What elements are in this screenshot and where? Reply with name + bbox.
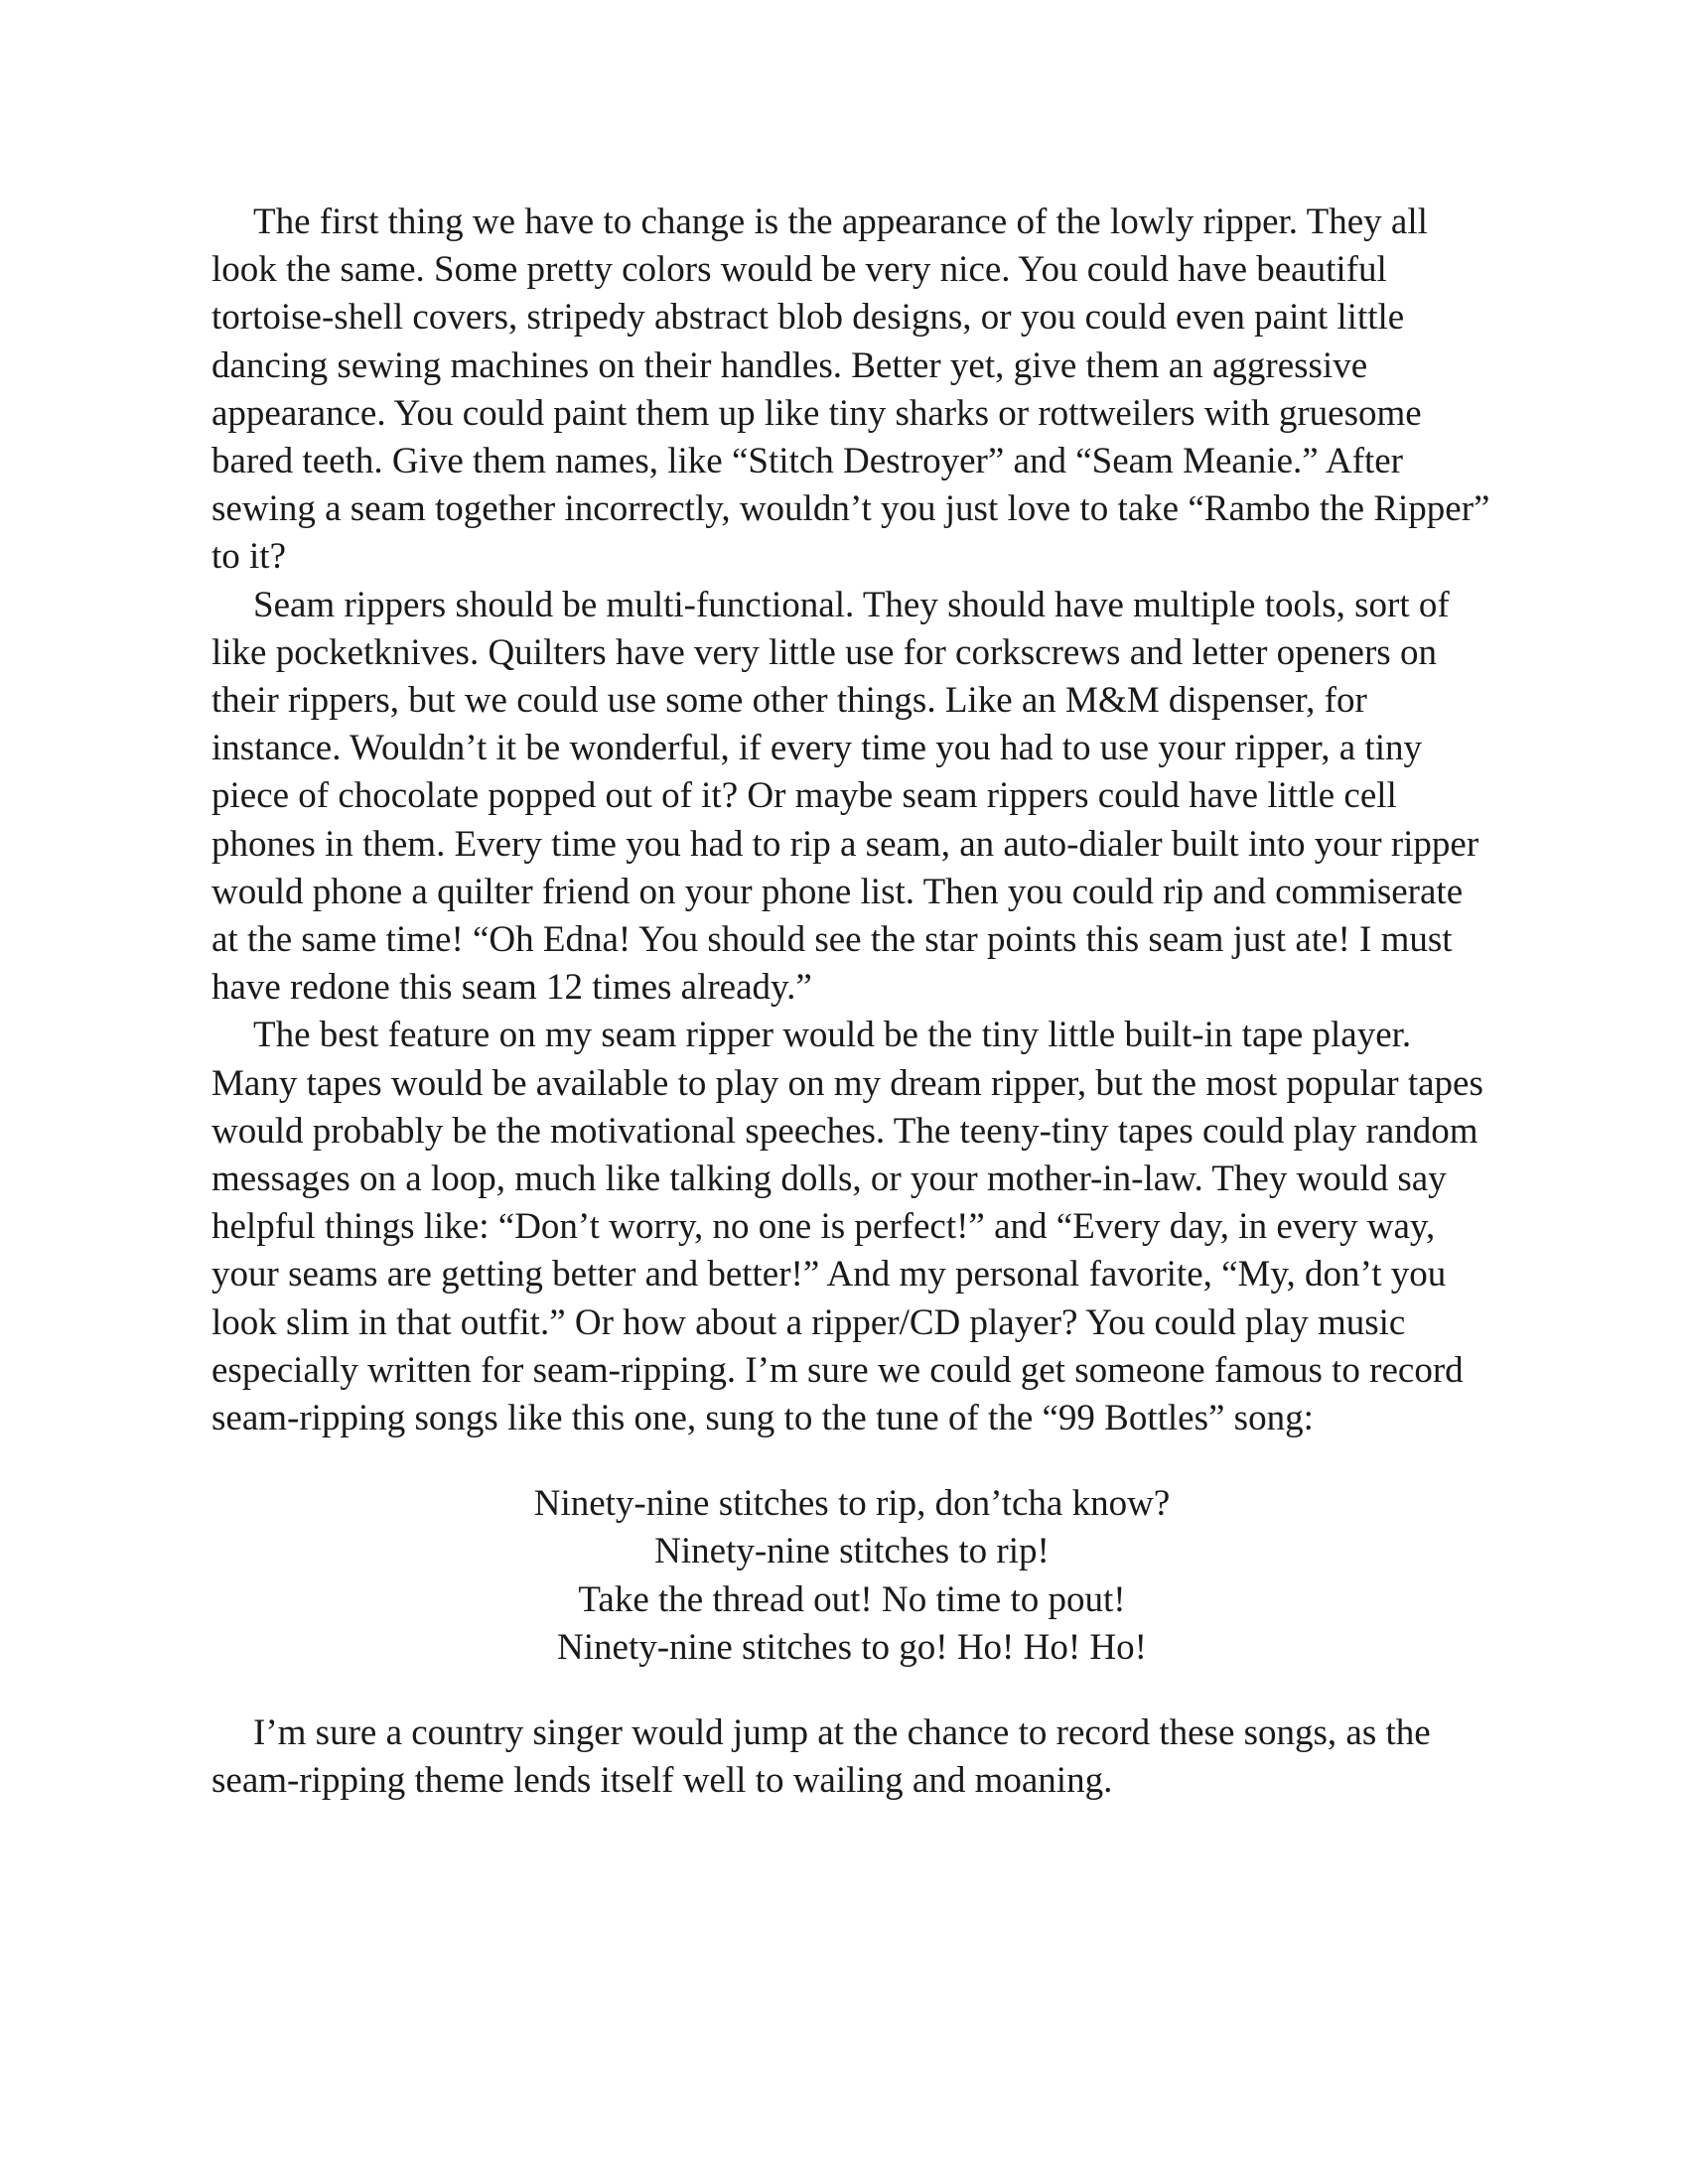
verse-line: Ninety-nine stitches to rip, don’tcha know? (533, 1483, 1171, 1525)
verse-line: Take the thread out! No time to pout! (578, 1578, 1126, 1620)
song-verse (211, 1480, 1492, 1672)
verse-line: Ninety-nine stitches to rip! (654, 1531, 1050, 1572)
verse-line: Ninety-nine stitches to go! Ho! Ho! Ho! (557, 1626, 1147, 1668)
paragraph-appearance: The first thing we have to change is the appearance of the lowly ripper. They all look the same. Some pretty colors would be very nice. You could have beautiful tortoise-shell covers, stripedy abstract blob designs, or you could even paint little dancing sewing machines on their handles. Better yet, give them an aggressive appearance. You could paint them up like tiny sharks or rottweilers with gruesome bared teeth. Give them names, like “Stitch Destroyer” and “Seam Meanie.” After sewing a seam together incorrectly, wouldn’t you just love to take “Rambo the Ripper” to it? (211, 202, 1490, 578)
paragraph-country-singer: I’m sure a country singer would jump at the chance to record these songs, as the seam-ripping theme lends itself well to wailing and moaning. (211, 1712, 1431, 1802)
paragraph-tape-player: The best feature on my seam ripper would be the tiny little built-in tape player. Many tapes would be available to play on my dream ripper, but the most popular tapes would probably be the motivational speeches. The teeny-tiny tapes could play random messages on a loop, much like talking dolls, or your mother-in-law. They would say helpful things like: “Don’t worry, no one is perfect!” and “Every day, in every way, your seams are getting better and better!” And my personal favorite, “My, don’t you look slim in that outfit.” Or how about a ripper/CD player? You could play music especially written for seam-ripping. I’m sure we could get someone famous to record seam-ripping songs like this one, sung to the tune of the “99 Bottles” song: (211, 1015, 1483, 1439)
paragraph-multi-functional: Seam rippers should be multi-functional. They should have multiple tools, sort of like pocketknives. Quilters have very little use for corkscrews and letter openers on their rippers, but we could use some other things. Like an M&M dispenser, for instance. Wouldn’t it be wonderful, if every time you had to use your ripper, a tiny piece of chocolate popped out of it? Or maybe seam rippers could have little cell phones in them. Every time you had to rip a seam, an auto-dialer built into your ripper would phone a quilter friend on your phone list. Then you could rip and commiserate at the same time! “Oh Edna! You should see the star points this seam just ate! I must have redone this seam 12 times already.” (211, 584, 1479, 1009)
document-page (211, 199, 1492, 1806)
